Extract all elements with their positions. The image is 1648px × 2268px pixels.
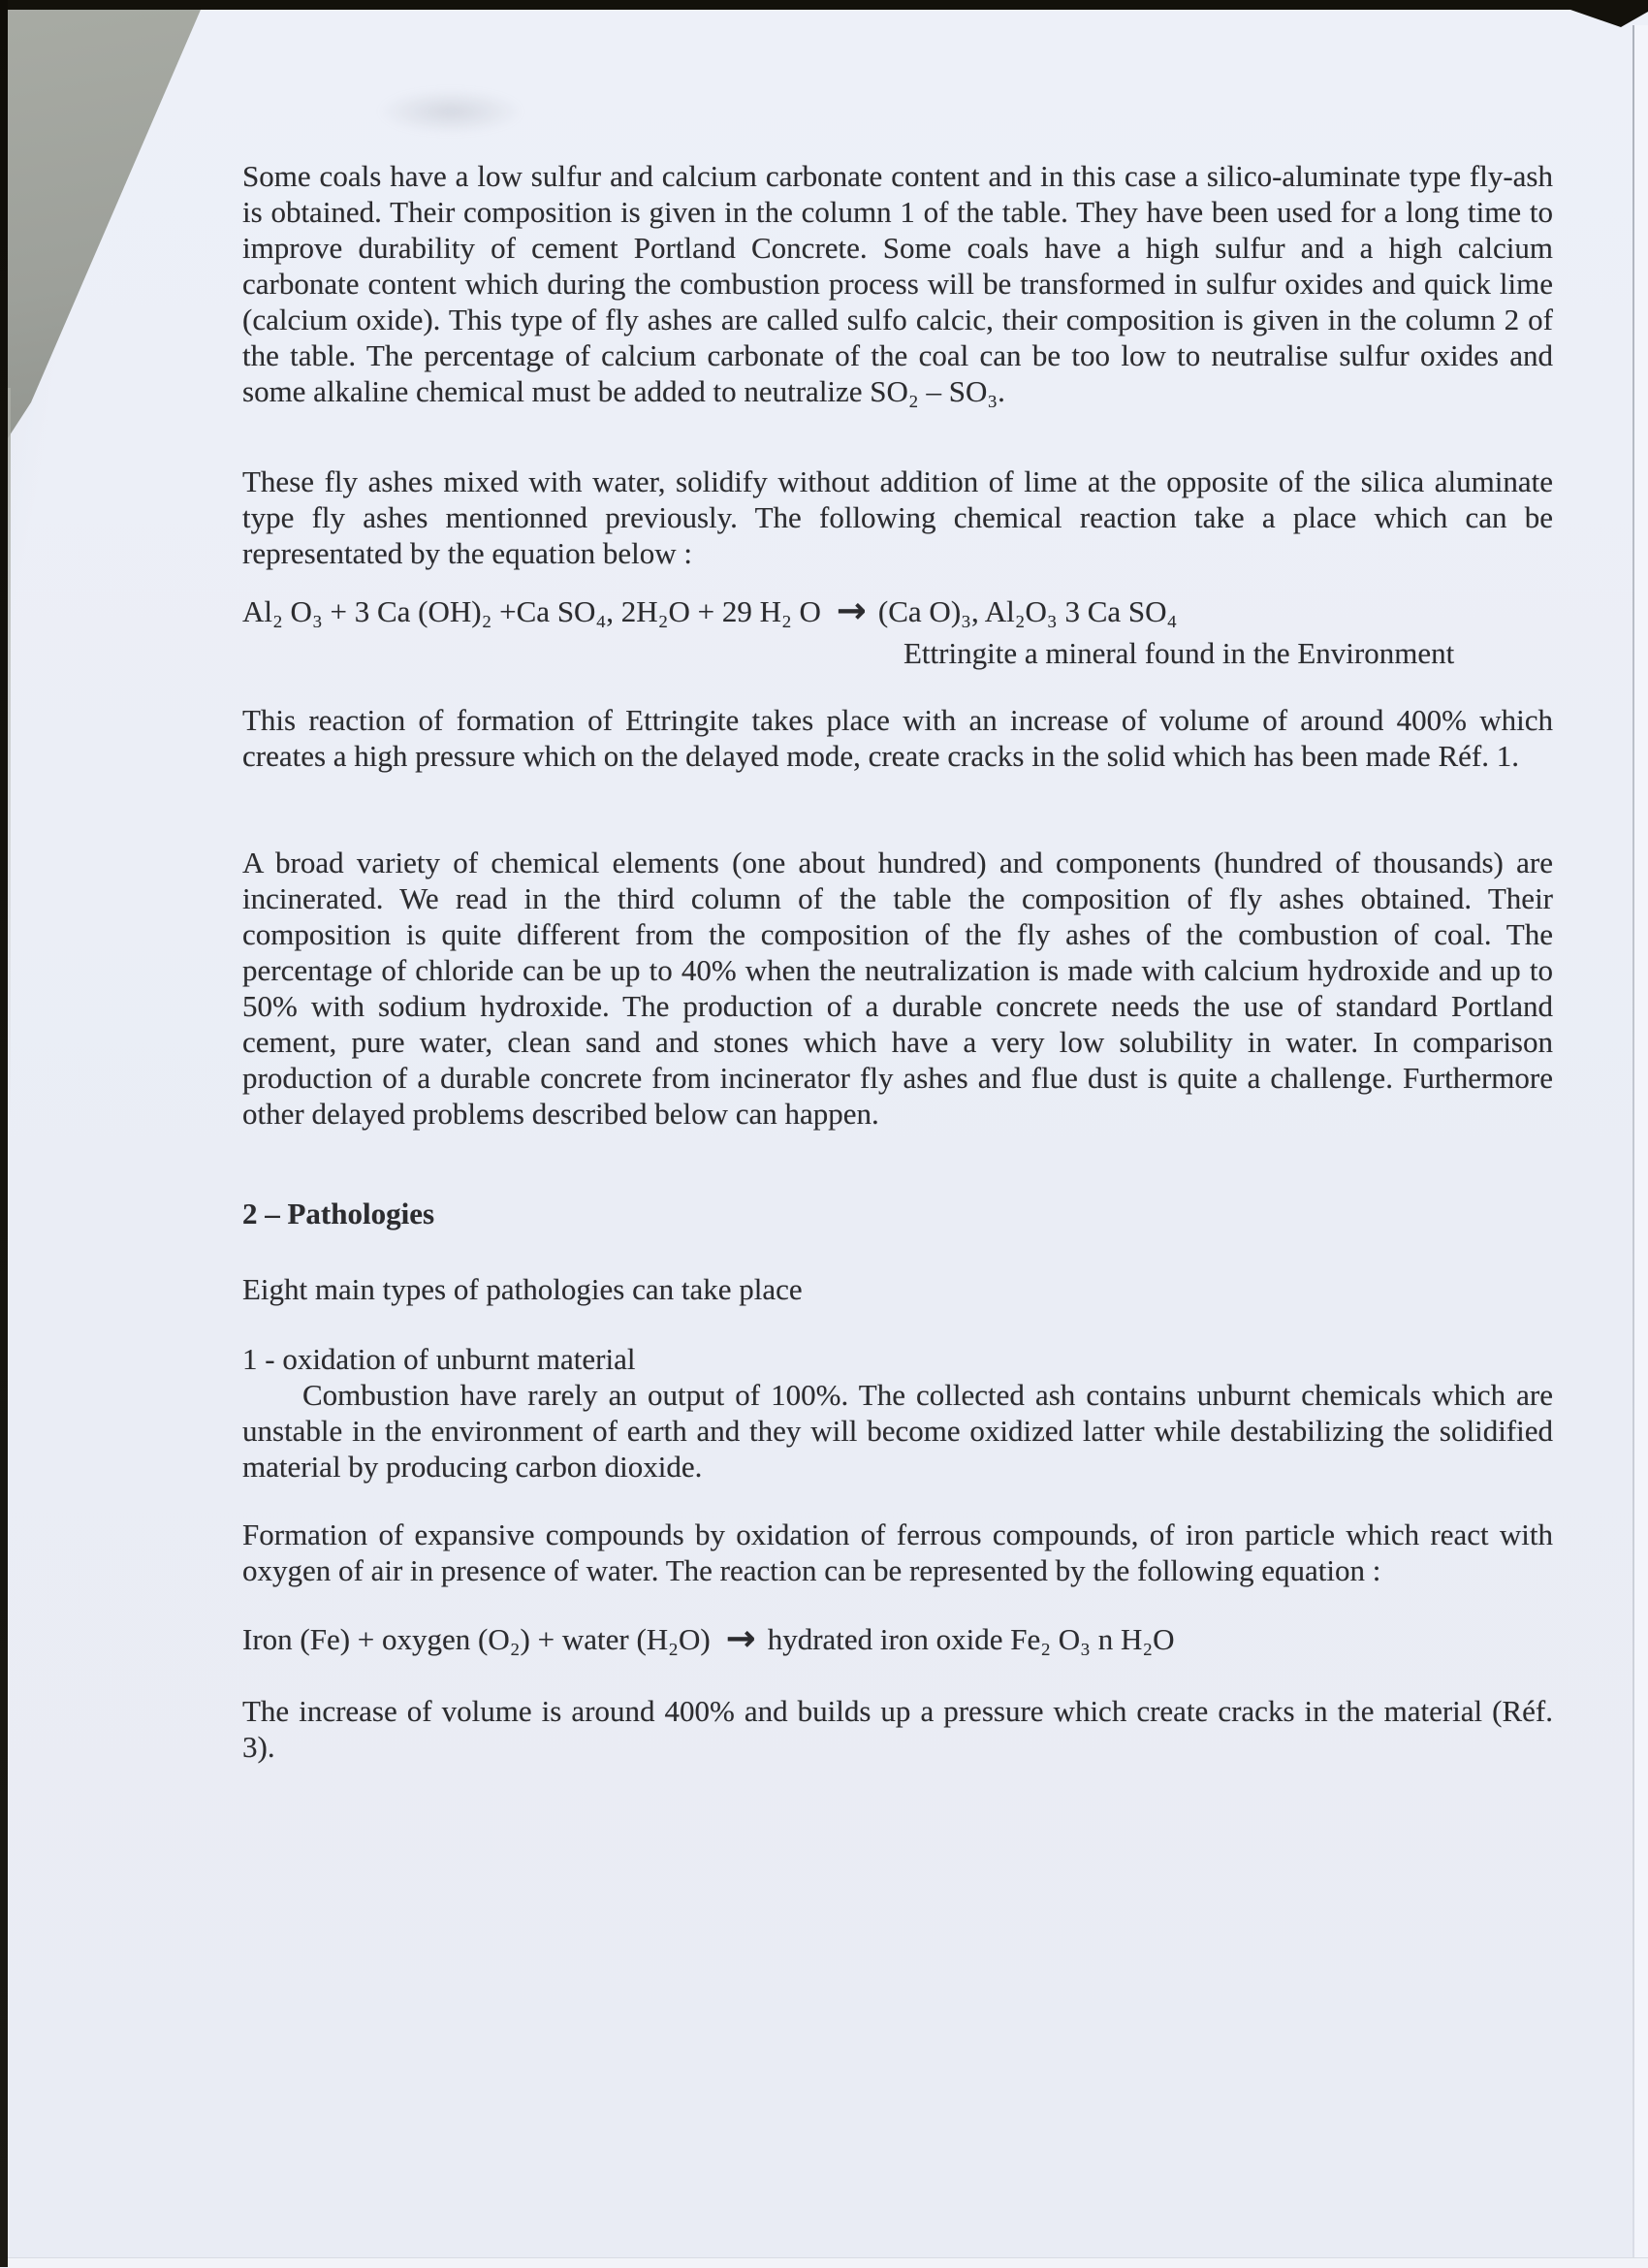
paper-right-edge-band <box>1634 25 1648 2267</box>
equation-rhs: hydrated iron oxide Fe₂ O₃ n H₂O <box>767 1622 1175 1656</box>
ettringite-caption: Ettringite a mineral found in the Environment <box>903 636 1455 670</box>
paper-left-edge-shadow <box>8 388 11 1125</box>
pathologies-intro: Eight main types of pathologies can take place <box>242 1272 803 1306</box>
document-text <box>242 0 1553 2267</box>
scanner-background-wedge <box>0 0 223 456</box>
equation-rhs: (Ca O)₃, Al₂O₃ 3 Ca SO₄ <box>877 594 1178 628</box>
paper-right-edge-line <box>1632 25 1634 2267</box>
pathology-1-body: Combustion have rarely an output of 100%. The collected ash contains unburnt chemicals which are unstable in the environment of earth and they will become oxidized latter while destabilizing the solidified material by producing carbon dioxide. <box>242 1378 1553 1484</box>
paragraph-ettringite-volume: This reaction of formation of Ettringite takes place with an increase of volume of around 400% which creates a high pressure which on the delayed mode, create cracks in the solid which has been made Réf. 1. <box>242 703 1553 773</box>
paragraph-fly-ash-solidify: These fly ashes mixed with water, solidify without addition of lime at the opposite of the silica aluminate type fly ashes mentionned previously. The following chemical reaction take a place which can be representated by the equation below : <box>242 464 1553 570</box>
pathology-1-title: 1 - oxidation of unburnt material <box>242 1342 636 1376</box>
paragraph-coal-fly-ash: Some coals have a low sulfur and calcium carbonate content and in this case a silico-aluminate type fly-ash is obtained. Their composition is given in the column 1 of the table. They have been used for a long time to improve durability of cement Portland Concrete. Some coals have a high sulfur and a high calcium carbonate content which during the combustion process will be transformed in sulfur oxides and quick lime (calcium oxide). This type of fly ashes are called sulfo calcic, their composition is given in the column 2 of the table. The percentage of calcium carbonate of the coal can be too low to neutralise sulfur oxides and some alkaline chemical must be added to neutralize SO₂ – SO₃. <box>242 159 1553 408</box>
paragraph-ferrous-oxidation: Formation of expansive compounds by oxidation of ferrous compounds, of iron particle which react with oxygen of air in presence of water. The reaction can be represented by the following equation : <box>242 1517 1553 1587</box>
iron-oxide-equation <box>242 1619 1175 1657</box>
paragraph-volume-increase: The increase of volume is around 400% and builds up a pressure which create cracks in the material (Réf. 3). <box>242 1694 1553 1764</box>
equation-lhs: Iron (Fe) + oxygen (O₂) + water (H₂O) <box>242 1622 711 1656</box>
scanner-left-edge <box>0 0 8 2267</box>
equation-lhs: Al₂ O₃ + 3 Ca (OH)₂ +Ca SO₄, 2H₂O + 29 H₂ O <box>242 594 821 628</box>
arrow-icon: → <box>725 1617 756 1659</box>
ettringite-equation <box>242 591 1177 629</box>
arrow-icon: → <box>836 590 867 631</box>
paragraph-incinerator-ashes: A broad variety of chemical elements (one about hundred) and components (hundred of thousands) are incinerated. We read in the third column of the table the composition of fly ashes obtained. Their composition is quite different from the composition of the fly ashes of the combustion of coal. The percentage of chloride can be up to 40% when the neutralization is made with calcium hydroxide and up to 50% with sodium hydroxide. The production of a durable concrete needs the use of standard Portland cement, pure water, clean sand and stones which have a very low solubility in water. In comparison production of a durable concrete from incinerator fly ashes and flue dust is quite a challenge. Furthermore other delayed problems described below can happen. <box>242 846 1553 1131</box>
section-heading-pathologies: 2 – Pathologies <box>242 1197 435 1230</box>
